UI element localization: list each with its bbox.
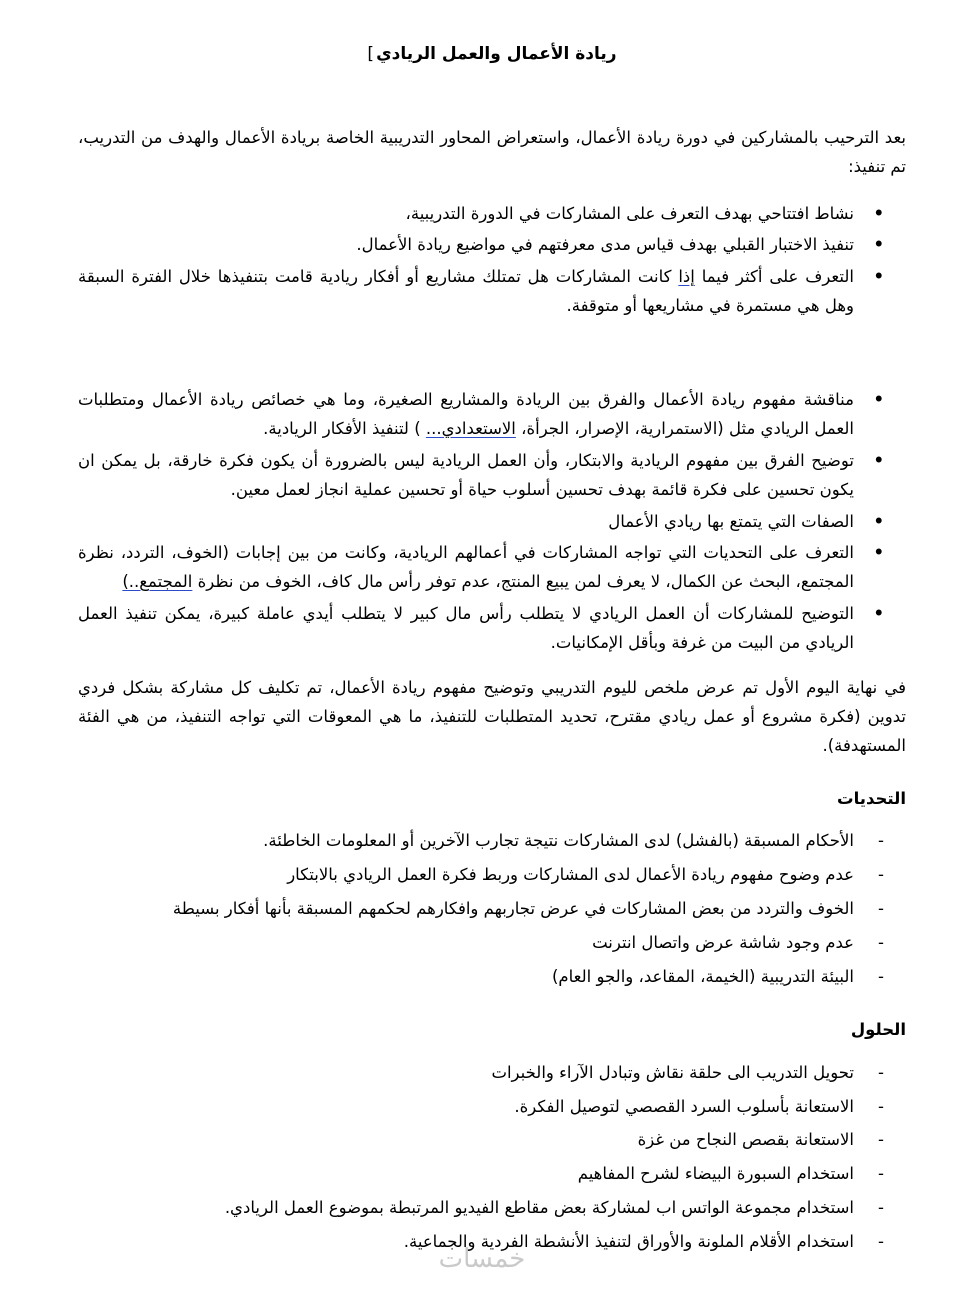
discussion-points-list	[78, 386, 906, 658]
list-item	[78, 600, 884, 658]
dash-marker: -	[878, 1198, 884, 1218]
day-summary-paragraph: في نهاية اليوم الأول تم عرض ملخص لليوم التدريبي وتوضيح مفهوم ريادة الأعمال، تم تكليف كل مشاركة بشكل فردي تدوين (فكرة مشروع أو عمل ريادي مقترح، تحديد المتطلبات للتنفيذ، ما هي المعوقات التي تواجه التنفيذ، من هي الفئة المستهدفة).	[78, 677, 906, 755]
title-bracket: [	[367, 44, 375, 64]
list-item-text: استخدام مجموعة الواتس اب لمشاركة بعض مقاطع الفيديو المرتبطة بموضوع العمل الريادي.	[224, 1198, 854, 1218]
list-item	[78, 1059, 884, 1088]
list-item	[78, 929, 884, 958]
dash-marker: -	[878, 966, 884, 986]
bullet-marker: •	[873, 543, 884, 563]
bullet-marker: •	[873, 267, 884, 287]
intro-paragraph: بعد الترحيب بالمشاركين في دورة ريادة الأعمال، واستعراض المحاور التدريبية الخاصة بريادة الأعمال والهدف من التدريب، تم تنفيذ:	[78, 127, 906, 176]
bullet-marker: •	[873, 390, 884, 409]
solutions-heading: الحلول	[850, 1019, 906, 1039]
list-item-text: عدم وجود شاشة عرض واتصال انترنت	[592, 933, 854, 952]
dash-marker: -	[878, 1232, 884, 1251]
list-item	[78, 895, 884, 924]
list-item	[78, 1194, 884, 1223]
blank-spacer	[78, 324, 906, 386]
challenges-heading: التحديات	[837, 788, 906, 808]
bullet-marker: •	[873, 235, 884, 255]
dash-marker: -	[878, 1164, 884, 1184]
list-item-text: الصفات التي يتمتع بها ريادي الأعمال	[608, 511, 854, 531]
list-item	[78, 1093, 884, 1122]
document-title	[78, 40, 906, 70]
bullet-marker: •	[873, 604, 884, 624]
underlined-text: إذا	[678, 267, 695, 287]
solutions-list	[78, 1059, 906, 1257]
bullet-marker: •	[873, 511, 884, 531]
text-segment: مناقشة مفهوم ريادة الأعمال والفرق بين الريادة والمشاريع الصغيرة، وما هي خصائص ريادة الأعمال ومتطلبات العمل الريادي مثل (الاستمرارية، الإصرار، الجرأة،	[78, 390, 854, 438]
bullet-marker: •	[873, 450, 884, 470]
text-segment: كانت المشاركات هل تمتلك مشاريع أو أفكار ريادية قامت بتنفيذها خلال الفترة السبقة وهل هي مستمرة في مشاريعها أو متوقفة.	[78, 267, 854, 316]
title-text: ريادة الأعمال والعمل الريادي	[376, 44, 617, 64]
underlined-text: الاستعدادي...	[425, 418, 516, 438]
list-item	[78, 447, 884, 505]
bullet-marker: •	[873, 203, 884, 223]
list-item	[78, 539, 884, 597]
list-item-text	[78, 539, 854, 597]
list-item-text: توضيح الفرق بين مفهوم الريادية والابتكار، وأن العمل الريادية ليس بالضرورة أن يكون فكرة خارقة، بل يمكن ان يكون تحسين على فكرة قائمة بهدف تحسين أسلوب حياة أو تحسين عملية انجاز لعمل معين.	[78, 450, 854, 499]
text-segment: التعرف على أكثر فيما	[694, 267, 854, 287]
list-item-text: التوضيح للمشاركات أن العمل الريادي لا يتطلب رأس مال كبير لا يتطلب أيدي عاملة كبيرة، يمكن تنفيذ العمل الريادي من البيت من غرفة وبأقل الإمكانيات.	[78, 604, 854, 652]
list-item	[78, 386, 884, 444]
challenges-list	[78, 827, 906, 991]
list-item-text	[78, 386, 854, 444]
list-item	[78, 827, 884, 856]
list-item	[78, 1160, 884, 1189]
list-item	[78, 861, 884, 890]
list-item-text: الخوف والتردد من بعض المشاركات في عرض تجاربهم وافكارهم لحكمهم المسبقة بأنها أفكار بسيطة	[172, 899, 854, 919]
list-item-text: الاستعانة بأسلوب السرد القصصي لتوصيل الفكرة.	[514, 1096, 854, 1116]
dash-marker: -	[878, 865, 884, 885]
dash-marker: -	[878, 1130, 884, 1150]
dash-marker: -	[878, 933, 884, 952]
list-item-text: عدم وضوح مفهوم ريادة الأعمال لدى المشاركات وربط فكرة العمل الريادي بالابتكار	[287, 865, 854, 885]
list-item	[78, 1126, 884, 1155]
list-item-text: تحويل التدريب الى حلقة نقاش وتبادل الآراء والخبرات	[491, 1062, 854, 1082]
list-item	[78, 231, 884, 260]
list-item	[78, 263, 884, 321]
session-activities-list	[78, 200, 906, 322]
list-item	[78, 963, 884, 992]
list-item-text: استخدام السبورة البيضاء لشرح المفاهيم	[577, 1164, 854, 1184]
list-item-text: البيئة التدريبية (الخيمة، المقاعد، والجو العام)	[552, 966, 854, 986]
list-item	[78, 508, 884, 537]
list-item-text: الأحكام المسبقة (بالفشل) لدى المشاركات نتيجة تجارب الآخرين أو المعلومات الخاطئة.	[263, 831, 854, 851]
list-item	[78, 200, 884, 229]
list-item-text: استخدام الأقلام الملونة والأوراق لتنفيذ الأنشطة الفردية والجماعية.	[403, 1232, 854, 1251]
text-segment: التعرف على التحديات التي تواجه المشاركات في أعمالهم الريادية، وكانت من بين إجابات (الخوف، التردد، نظرة المجتمع، البحث عن الكمال، لا يعرف لمن يبيع المنتج، عدم توفر رأس مال كاف، الخوف من نظرة	[78, 543, 854, 592]
dash-marker: -	[878, 1062, 884, 1082]
list-item-text: الاستعانة بقصص النجاح من غزة	[637, 1130, 854, 1150]
underlined-text: المجتمع..)	[122, 572, 193, 592]
dash-marker: -	[878, 899, 884, 919]
dash-marker: -	[878, 1096, 884, 1116]
watermark: خمسات	[438, 1243, 526, 1274]
dash-marker: -	[878, 831, 884, 851]
list-item-text	[78, 263, 854, 321]
list-item-text: تنفيذ الاختبار القبلي بهدف قياس مدى معرفتهم في مواضيع ريادة الأعمال.	[356, 235, 854, 255]
list-item-text: نشاط افتتاحي بهدف التعرف على المشاركات في الدورة التدريبية،	[405, 203, 854, 223]
text-segment: ) لتنفيذ الأفكار الريادية.	[263, 418, 426, 438]
